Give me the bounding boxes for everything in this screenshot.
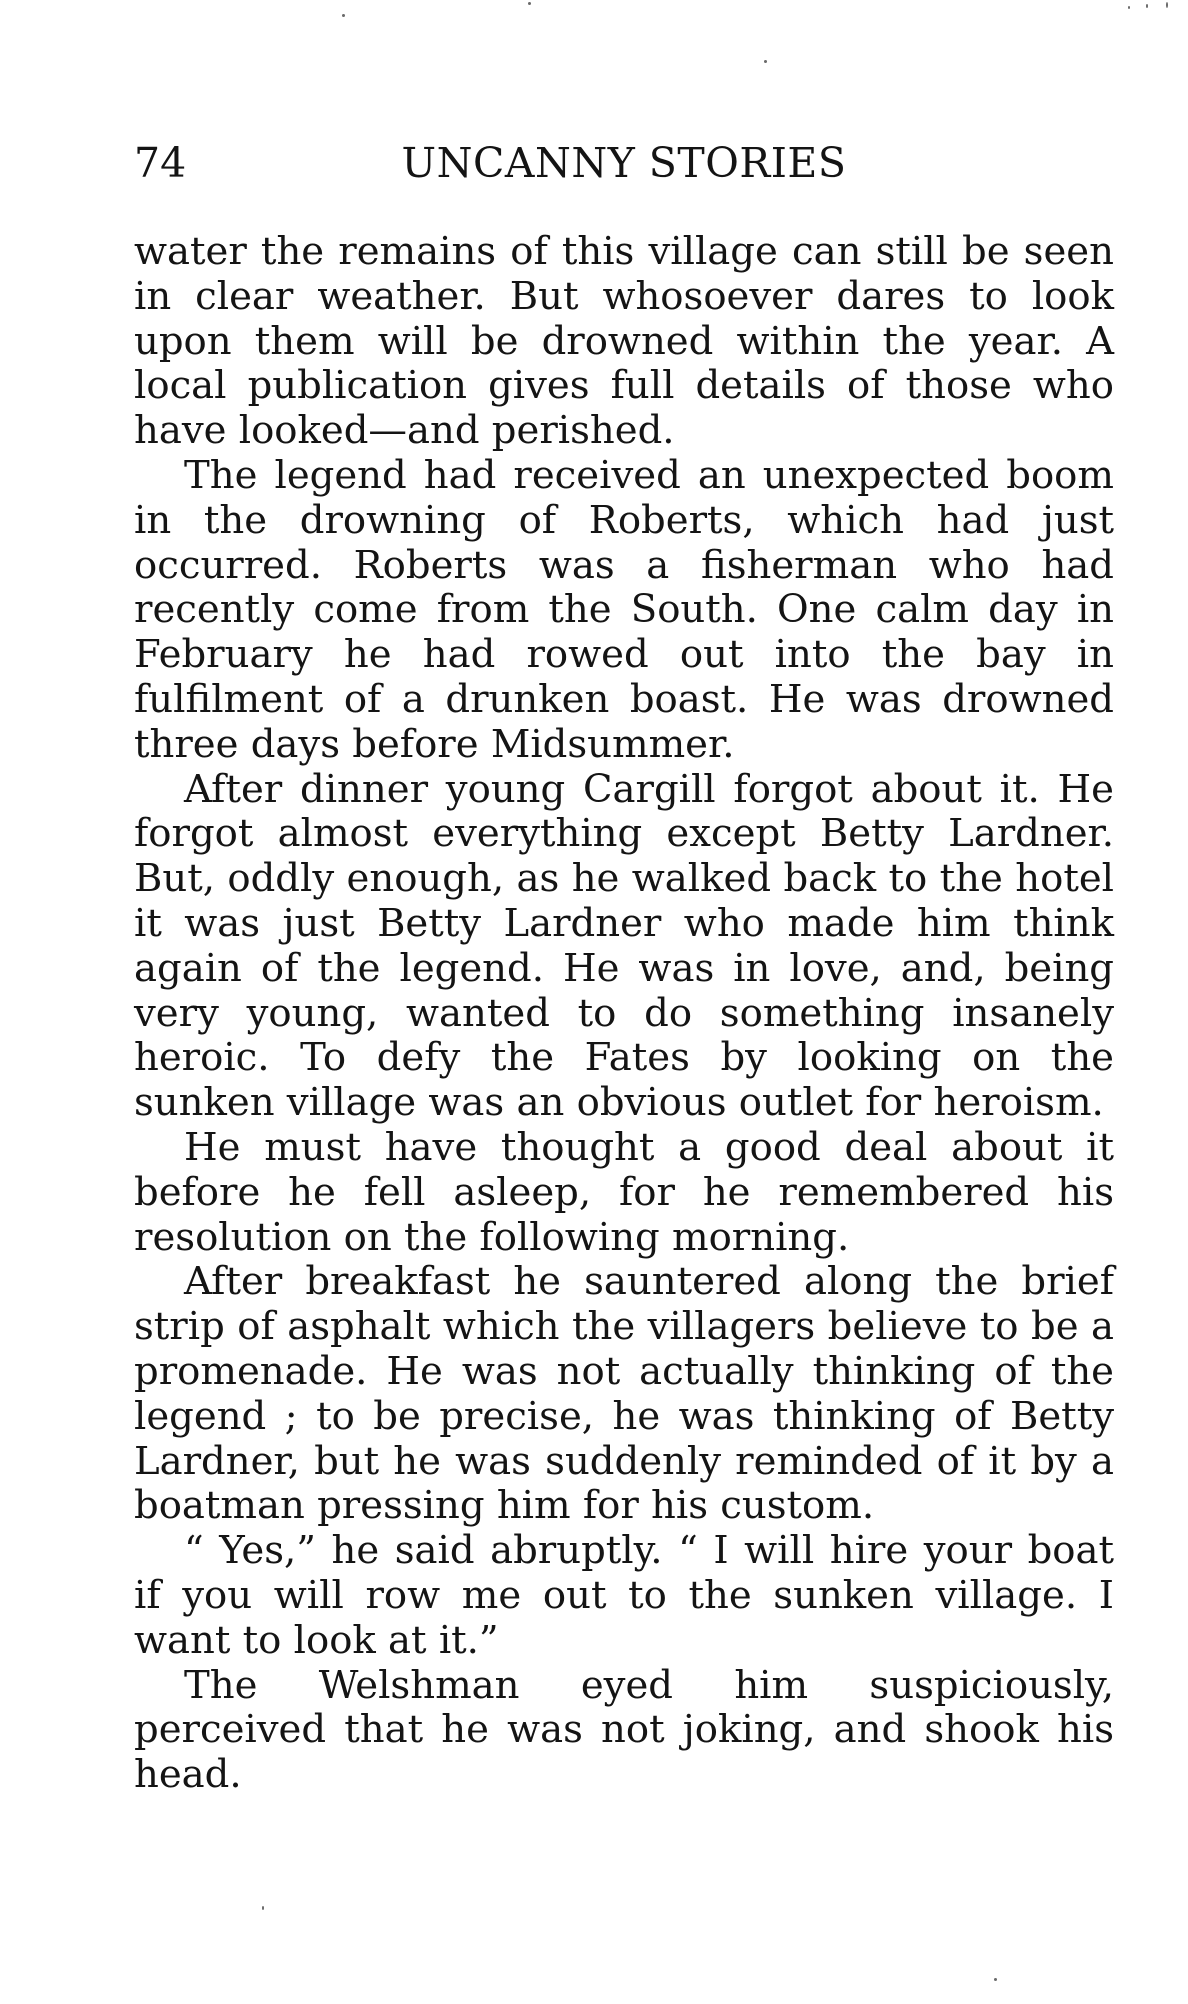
paragraph: He must have thought a good deal about it before he fell asleep, for he remembered his resolution on the following morning.	[134, 1124, 1114, 1260]
paragraph: The Welshman eyed him suspiciously, perceived that he was not joking, and shook his head.	[134, 1662, 1114, 1798]
paragraph: After dinner young Cargill forgot about it. He forgot almost everything except Betty Lardner. But, oddly enough, as he walked back to the hotel it was just Betty Lardner who made him think again of the legend. He was in love, and, being very young, wanted to do something insanely heroic. To defy the Fates by looking on the sunken village was an obvious outlet for heroism.	[134, 766, 1114, 1126]
page-number: 74	[134, 139, 187, 187]
paragraph: After breakfast he sauntered along the brief strip of asphalt which the villagers believe to be a promenade. He was not actually thinking of the legend ; to be precise, he was thinking of Betty Lardner, but he was suddenly reminded of it by a boatman pressing him for his custom.	[134, 1259, 1114, 1529]
paragraph: The legend had received an unexpected boom in the drowning of Roberts, which had just occurred. Roberts was a fisherman who had recently come from the South. One calm day in February he had rowed out into the bay in fulfilment of a drunken boast. He was drowned three days before Midsummer.	[134, 452, 1114, 767]
body-text	[134, 230, 1114, 1798]
scan-speck	[764, 60, 767, 63]
scan-speck	[994, 1978, 997, 1981]
running-title: UNCANNY STORIES	[401, 139, 847, 187]
scan-speck	[262, 1906, 264, 1910]
scan-speck	[342, 14, 345, 17]
scan-speck	[1166, 2, 1168, 8]
scan-speck	[1146, 4, 1148, 8]
paragraph: “ Yes,” he said abruptly. “ I will hire your boat if you will row me out to the sunken village. I want to look at it.”	[134, 1528, 1114, 1663]
paragraph-continued: water the remains of this village can still be seen in clear weather. But whosoever dares to look upon them will be drowned within the year. A local publication gives full details of those who have looked—and perished.	[134, 229, 1114, 454]
scan-speck	[1128, 6, 1130, 9]
scan-speck	[528, 2, 531, 5]
page-header	[134, 138, 1114, 198]
